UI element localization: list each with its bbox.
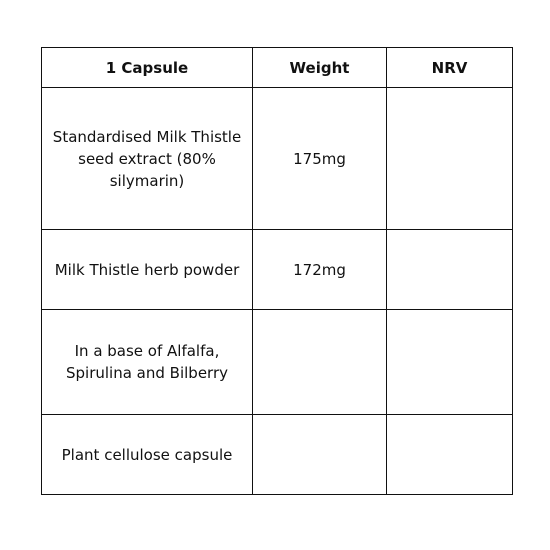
row-1-weight: 175mg — [253, 88, 387, 230]
header-capsule: 1 Capsule — [42, 48, 253, 88]
row-2-ingredient: Milk Thistle herb powder — [42, 230, 253, 310]
row-2-weight: 172mg — [253, 230, 387, 310]
row-2-nrv — [387, 230, 512, 310]
row-3-nrv — [387, 310, 512, 415]
header-nrv: NRV — [387, 48, 512, 88]
row-1-nrv — [387, 88, 512, 230]
row-3-ingredient: In a base of Alfalfa, Spirulina and Bilberry — [42, 310, 253, 415]
row-3-weight — [253, 310, 387, 415]
row-4-weight — [253, 415, 387, 494]
row-4-nrv — [387, 415, 512, 494]
row-4-ingredient: Plant cellulose capsule — [42, 415, 253, 494]
nutrition-table — [41, 47, 513, 495]
row-1-ingredient: Standardised Milk Thistle seed extract (80% silymarin) — [42, 88, 253, 230]
header-weight: Weight — [253, 48, 387, 88]
